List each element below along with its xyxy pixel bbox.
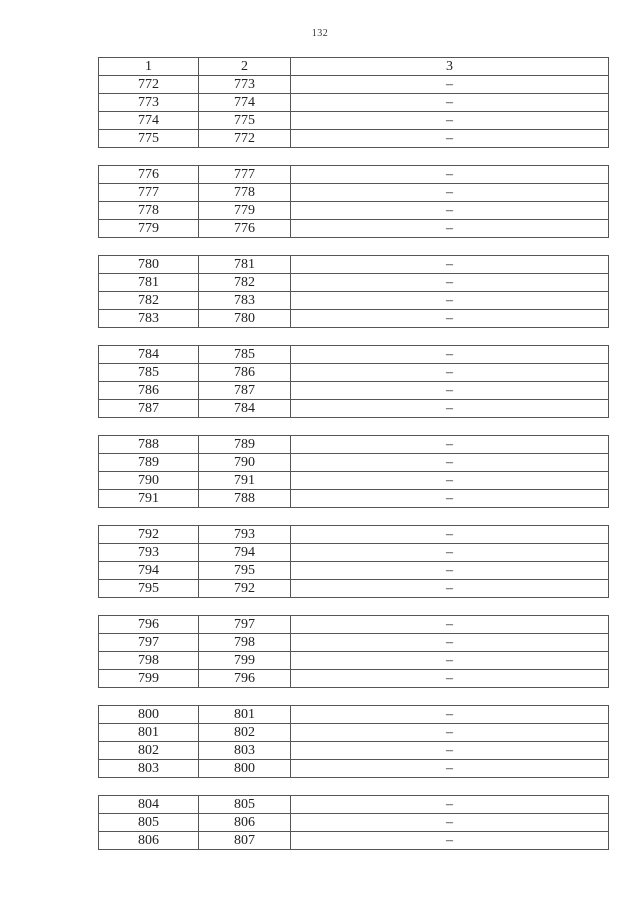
group-separator [99, 418, 609, 436]
table-row [99, 346, 609, 364]
table-cell-col-3: – [291, 526, 609, 544]
table-row [99, 652, 609, 670]
table-cell-col-1: 786 [99, 382, 199, 400]
table-cell-col-3: – [291, 274, 609, 292]
table-cell-col-3: – [291, 184, 609, 202]
column-header-1: 1 [99, 58, 199, 76]
table-cell-col-3: – [291, 796, 609, 814]
table-cell-col-2: 782 [199, 274, 291, 292]
table-row [99, 202, 609, 220]
group-separator [99, 238, 609, 256]
table-cell-col-2: 773 [199, 76, 291, 94]
table-row [99, 562, 609, 580]
data-table [98, 57, 609, 850]
table-cell-col-1: 774 [99, 112, 199, 130]
table-cell-col-3: – [291, 634, 609, 652]
table-cell-col-3: – [291, 652, 609, 670]
table-cell-col-2: 806 [199, 814, 291, 832]
table-cell-col-2: 807 [199, 832, 291, 850]
table-cell-col-1: 790 [99, 472, 199, 490]
table-row [99, 292, 609, 310]
table-row [99, 544, 609, 562]
table-cell-col-1: 791 [99, 490, 199, 508]
table-row [99, 166, 609, 184]
table-cell-col-1: 773 [99, 94, 199, 112]
table-row [99, 382, 609, 400]
table-cell-col-2: 785 [199, 346, 291, 364]
table-cell-col-3: – [291, 670, 609, 688]
table-cell-col-1: 785 [99, 364, 199, 382]
table-cell-col-2: 781 [199, 256, 291, 274]
group-separator-row [99, 328, 609, 346]
table-cell-col-3: – [291, 454, 609, 472]
table-cell-col-1: 793 [99, 544, 199, 562]
table-cell-col-3: – [291, 562, 609, 580]
table-cell-col-1: 805 [99, 814, 199, 832]
table-row [99, 364, 609, 382]
table-cell-col-3: – [291, 760, 609, 778]
table-cell-col-3: – [291, 436, 609, 454]
table-cell-col-2: 774 [199, 94, 291, 112]
column-header-2: 2 [199, 58, 291, 76]
table-cell-col-2: 803 [199, 742, 291, 760]
table-cell-col-3: – [291, 382, 609, 400]
table-cell-col-2: 779 [199, 202, 291, 220]
table-cell-col-1: 781 [99, 274, 199, 292]
table-cell-col-2: 786 [199, 364, 291, 382]
table-cell-col-1: 787 [99, 400, 199, 418]
table-cell-col-2: 780 [199, 310, 291, 328]
table-cell-col-3: – [291, 202, 609, 220]
table-cell-col-2: 791 [199, 472, 291, 490]
table-cell-col-3: – [291, 76, 609, 94]
table-cell-col-2: 784 [199, 400, 291, 418]
table-cell-col-1: 802 [99, 742, 199, 760]
table-cell-col-2: 783 [199, 292, 291, 310]
table-cell-col-3: – [291, 220, 609, 238]
table-row [99, 760, 609, 778]
table-row [99, 634, 609, 652]
table-cell-col-1: 798 [99, 652, 199, 670]
table-cell-col-2: 778 [199, 184, 291, 202]
table-row [99, 814, 609, 832]
table-row [99, 490, 609, 508]
table-row [99, 616, 609, 634]
table-cell-col-2: 801 [199, 706, 291, 724]
header-row [99, 58, 609, 76]
table-row [99, 274, 609, 292]
table-row [99, 436, 609, 454]
table-cell-col-1: 776 [99, 166, 199, 184]
table-cell-col-1: 784 [99, 346, 199, 364]
table-cell-col-1: 778 [99, 202, 199, 220]
group-separator [99, 688, 609, 706]
table-cell-col-2: 794 [199, 544, 291, 562]
table-cell-col-1: 797 [99, 634, 199, 652]
table-row [99, 472, 609, 490]
table-row [99, 796, 609, 814]
table-cell-col-1: 799 [99, 670, 199, 688]
table-row [99, 580, 609, 598]
group-separator-row [99, 148, 609, 166]
table-cell-col-1: 804 [99, 796, 199, 814]
table-row [99, 310, 609, 328]
table-cell-col-1: 782 [99, 292, 199, 310]
table-cell-col-2: 790 [199, 454, 291, 472]
table-cell-col-1: 789 [99, 454, 199, 472]
table-cell-col-2: 792 [199, 580, 291, 598]
table-cell-col-1: 806 [99, 832, 199, 850]
group-separator-row [99, 418, 609, 436]
table-cell-col-3: – [291, 616, 609, 634]
table-row [99, 112, 609, 130]
table-cell-col-3: – [291, 94, 609, 112]
table-row [99, 94, 609, 112]
table-row [99, 220, 609, 238]
table-row [99, 76, 609, 94]
table-cell-col-1: 800 [99, 706, 199, 724]
group-separator-row [99, 778, 609, 796]
table-cell-col-3: – [291, 742, 609, 760]
table-cell-col-3: – [291, 310, 609, 328]
table-cell-col-1: 779 [99, 220, 199, 238]
table-cell-col-2: 798 [199, 634, 291, 652]
table-cell-col-3: – [291, 490, 609, 508]
group-separator [99, 328, 609, 346]
table-cell-col-1: 801 [99, 724, 199, 742]
table-cell-col-1: 772 [99, 76, 199, 94]
table-cell-col-3: – [291, 130, 609, 148]
table-row [99, 832, 609, 850]
table-cell-col-1: 777 [99, 184, 199, 202]
table-cell-col-3: – [291, 292, 609, 310]
table-body [99, 76, 609, 850]
group-separator [99, 508, 609, 526]
table-cell-col-1: 783 [99, 310, 199, 328]
table-cell-col-3: – [291, 346, 609, 364]
table-cell-col-1: 788 [99, 436, 199, 454]
table-cell-col-1: 775 [99, 130, 199, 148]
table-row [99, 400, 609, 418]
table-cell-col-2: 772 [199, 130, 291, 148]
table-row [99, 184, 609, 202]
table-cell-col-1: 795 [99, 580, 199, 598]
table-row [99, 526, 609, 544]
table-cell-col-2: 775 [199, 112, 291, 130]
table-cell-col-2: 777 [199, 166, 291, 184]
table-cell-col-2: 797 [199, 616, 291, 634]
table-cell-col-3: – [291, 580, 609, 598]
table-cell-col-2: 776 [199, 220, 291, 238]
table-cell-col-2: 795 [199, 562, 291, 580]
table-cell-col-1: 780 [99, 256, 199, 274]
table-cell-col-2: 788 [199, 490, 291, 508]
table-cell-col-1: 792 [99, 526, 199, 544]
table-row [99, 130, 609, 148]
group-separator-row [99, 688, 609, 706]
table-cell-col-2: 802 [199, 724, 291, 742]
column-header-3: 3 [291, 58, 609, 76]
table-row [99, 742, 609, 760]
table-row [99, 256, 609, 274]
table-cell-col-3: – [291, 472, 609, 490]
group-separator-row [99, 508, 609, 526]
table-cell-col-3: – [291, 364, 609, 382]
table-row [99, 706, 609, 724]
table-cell-col-2: 800 [199, 760, 291, 778]
table-cell-col-3: – [291, 166, 609, 184]
table-cell-col-3: – [291, 832, 609, 850]
table-cell-col-1: 794 [99, 562, 199, 580]
group-separator [99, 148, 609, 166]
table-cell-col-1: 796 [99, 616, 199, 634]
table-cell-col-3: – [291, 814, 609, 832]
table-row [99, 670, 609, 688]
table-cell-col-3: – [291, 724, 609, 742]
table-cell-col-2: 805 [199, 796, 291, 814]
table-cell-col-3: – [291, 544, 609, 562]
table-row [99, 724, 609, 742]
table-row [99, 454, 609, 472]
table-cell-col-2: 787 [199, 382, 291, 400]
page-number: 132 [311, 28, 329, 39]
table-cell-col-1: 803 [99, 760, 199, 778]
table-cell-col-3: – [291, 112, 609, 130]
group-separator [99, 778, 609, 796]
group-separator [99, 598, 609, 616]
table-cell-col-3: – [291, 256, 609, 274]
table-cell-col-3: – [291, 400, 609, 418]
table-cell-col-2: 789 [199, 436, 291, 454]
table-cell-col-2: 793 [199, 526, 291, 544]
table-cell-col-2: 796 [199, 670, 291, 688]
group-separator-row [99, 238, 609, 256]
table-cell-col-3: – [291, 706, 609, 724]
group-separator-row [99, 598, 609, 616]
table-cell-col-2: 799 [199, 652, 291, 670]
